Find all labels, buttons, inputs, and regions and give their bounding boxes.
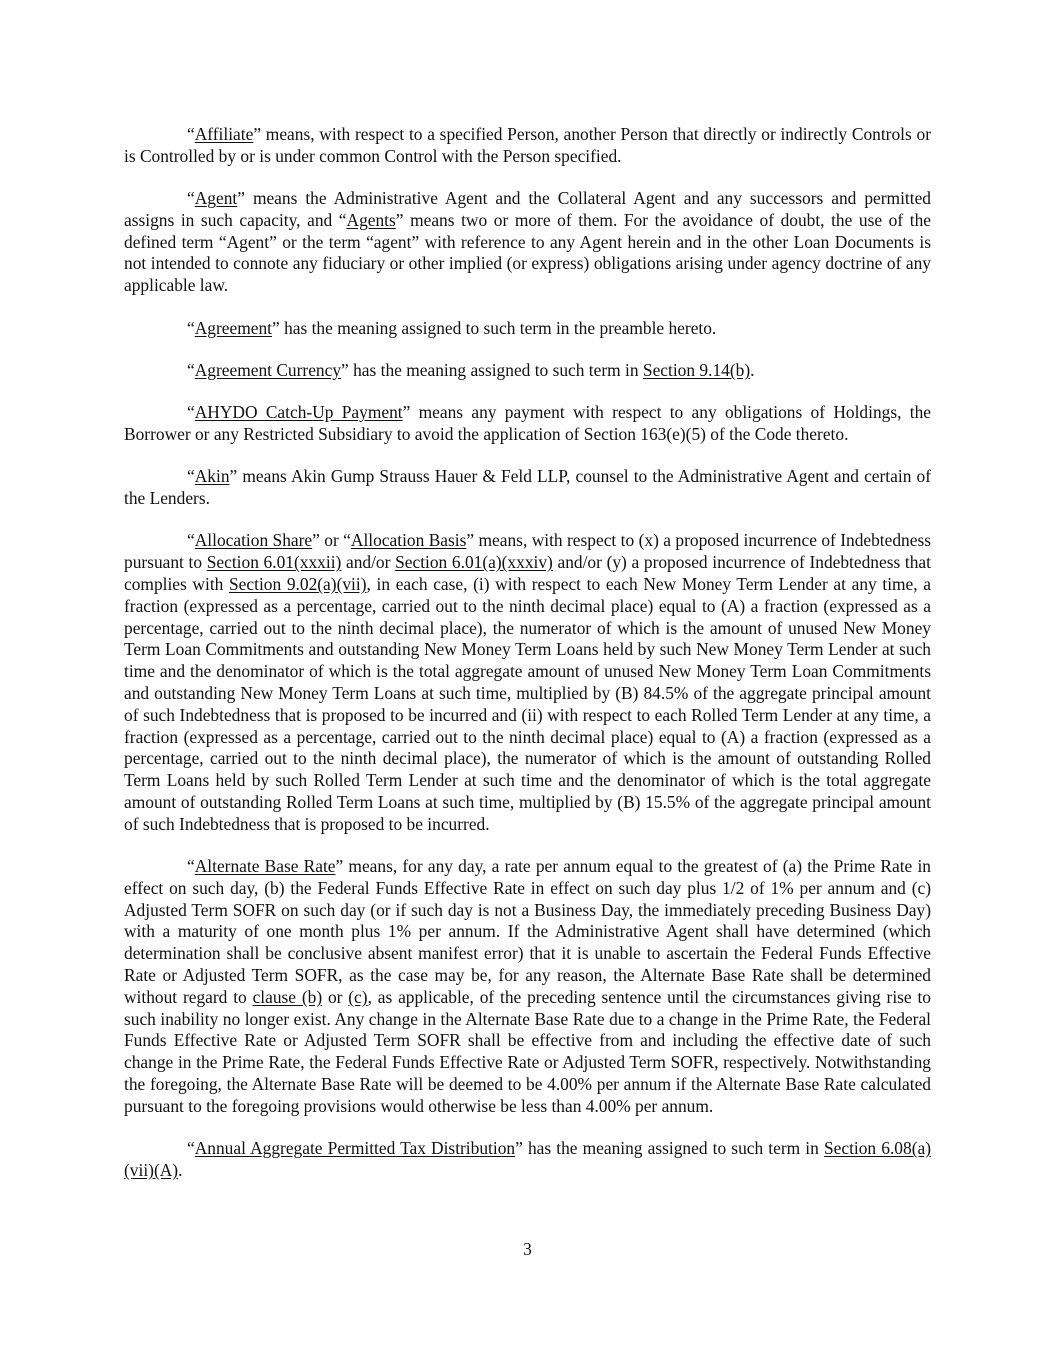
defined-term-reference: Annual Aggregate Permitted Tax Distribution (194, 1138, 516, 1159)
document-body (124, 124, 931, 1182)
definition-affiliate (124, 124, 931, 168)
defined-term-reference: (c) (348, 986, 368, 1007)
defined-term-reference: Section 6.01(a)(xxxiv) (395, 552, 553, 573)
defined-term-reference: Alternate Base Rate (194, 856, 336, 877)
defined-term-reference: Section 9.02(a)(vii) (229, 573, 367, 594)
defined-term-reference: Section 6.01(xxxii) (206, 552, 342, 573)
definition-text: “ (187, 359, 195, 380)
definition-text: “ (187, 188, 195, 209)
definition-text: ” has the meaning assigned to such term in (515, 1138, 824, 1159)
definition-text: “ (187, 1138, 195, 1159)
definition-text: “ (187, 317, 195, 338)
definition-text: ” has the meaning assigned to such term in (341, 359, 643, 380)
definition-text: “ (187, 856, 195, 877)
definition-text: ” means, for any day, a rate per annum equal to the greatest of (a) the Prime Rate in effect on such day, (b) the Federal Funds Effective Rate in effect on such day plus 1/2 of 1% per annum and (c) Adjusted Term SOFR on such day (or if such day is not a Business Day, the immediately preceding Business Day) with a maturity of one month plus 1% per annum. If the Administrative Agent shall have determined (which determination shall be conclusive absent manifest error) that it is unable to ascertain the Federal Funds Effective Rate or Adjusted Term SOFR, as the case may be, for any reason, the Alternate Base Rate shall be determined without regard to (124, 856, 931, 1007)
definition-text: . (750, 359, 755, 380)
definition-text: ” means, with respect to a specified Person, another Person that directly or indirectly Controls or is Controlled by or is under common Control with the Person specified. (124, 124, 931, 166)
definition-text: “ (187, 402, 195, 423)
definition-text: ” means any payment with respect to any obligations of Holdings, the Borrower or any Restricted Subsidiary to avoid the application of Section 163(e)(5) of the Code thereto. (124, 402, 931, 444)
defined-term-reference: Agent (194, 188, 238, 209)
definition-text: and/or (341, 552, 396, 573)
defined-term-reference: Allocation Share (194, 530, 313, 551)
defined-term-reference: Section 9.14(b) (642, 359, 751, 380)
definition-ahydo-catch-up-payment (124, 402, 931, 446)
definition-text: ” means the Administrative Agent and the Collateral Agent and any successors and permitted assigns in such capacity, and “ (124, 188, 931, 230)
definition-text: ” means, with respect to (x) a proposed incurrence of Indebtedness pursuant to (124, 530, 931, 573)
defined-term-reference: Section 6.08(a)(vii)(A) (124, 1138, 931, 1180)
defined-term-reference: AHYDO Catch-Up Payment (194, 402, 403, 423)
definition-text: ” has the meaning assigned to such term in the preamble hereto. (272, 317, 717, 338)
defined-term-reference: Agents (346, 209, 396, 230)
defined-term-reference: Agreement Currency (194, 359, 342, 380)
definition-text: or (322, 986, 349, 1007)
definition-text: , in each case, (i) with respect to each New Money Term Lender at any time, a fraction (expressed as a percentage, carried out to the ninth decimal place) equal to (A) a fraction (expressed as a percentage, carried out to the ninth decimal place), the numerator of which is the amount of unused New Money Term Loan Commitments and outstanding New Money Term Loans held by such New Money Term Lender at such time and the denominator of which is the total aggregate amount of unused New Money Term Loan Commitments and outstanding New Money Term Loans at such time, multiplied by (B) 84.5% of the aggregate principal amount of such Indebtedness that is proposed to be incurred and (ii) with respect to each Rolled Term Lender at any time, a fraction (expressed as a percentage, carried out to the ninth decimal place) equal to (A) a fraction (expressed as a percentage, carried out to the ninth decimal place), the numerator of which is the amount of outstanding Rolled Term Loans held by such Rolled Term Lender at such time and the denominator of which is the total aggregate amount of outstanding Rolled Term Loans at such time, multiplied by (B) 15.5% of the aggregate principal amount of such Indebtedness that is proposed to be incurred. (124, 573, 931, 834)
defined-term-reference: Allocation Basis (350, 530, 467, 551)
definition-text: “ (187, 466, 195, 487)
definition-alternate-base-rate (124, 856, 931, 1118)
definition-text: ” means two or more of them. For the avoidance of doubt, the use of the defined term “Agent” or the term “agent” with reference to any Agent herein and in the other Loan Documents is not intended to connote any fiduciary or other implied (or express) obligations arising under agency doctrine of any applicable law. (124, 209, 931, 296)
definition-text: , as applicable, of the preceding sentence until the circumstances giving rise to such inability no longer exist. Any change in the Alternate Base Rate due to a change in the Prime Rate, the Federal Funds Effective Rate or Adjusted Term SOFR shall be effective from and including the effective date of such change in the Prime Rate, the Federal Funds Effective Rate or Adjusted Term SOFR, respectively. Notwithstanding the foregoing, the Alternate Base Rate will be deemed to be 4.00% per annum if the Alternate Base Rate calculated pursuant to the foregoing provisions would otherwise be less than 4.00% per annum. (124, 986, 931, 1116)
definition-text: “ (187, 124, 195, 144)
definition-text: ” or “ (312, 530, 351, 551)
definition-agreement-currency (124, 360, 931, 382)
page-number: 3 (523, 1239, 532, 1259)
definition-text: . (178, 1159, 183, 1180)
defined-term-reference: Agreement (194, 317, 272, 338)
definition-annual-aggregate-permitted-tax-distribution (124, 1138, 931, 1182)
defined-term-reference: Akin (194, 466, 230, 487)
defined-term-reference: clause (b) (252, 986, 323, 1007)
definition-text: ” means Akin Gump Strauss Hauer & Feld LLP, counsel to the Administrative Agent and certain of the Lenders. (124, 466, 931, 509)
definition-text: and/or (y) a proposed incurrence of Indebtedness that complies with (124, 552, 931, 594)
definition-allocation-share (124, 530, 931, 835)
definition-agent (124, 188, 931, 297)
definition-text: “ (187, 530, 195, 551)
definition-agreement (124, 318, 931, 340)
defined-term-reference: Affiliate (194, 124, 254, 144)
definition-akin (124, 466, 931, 510)
